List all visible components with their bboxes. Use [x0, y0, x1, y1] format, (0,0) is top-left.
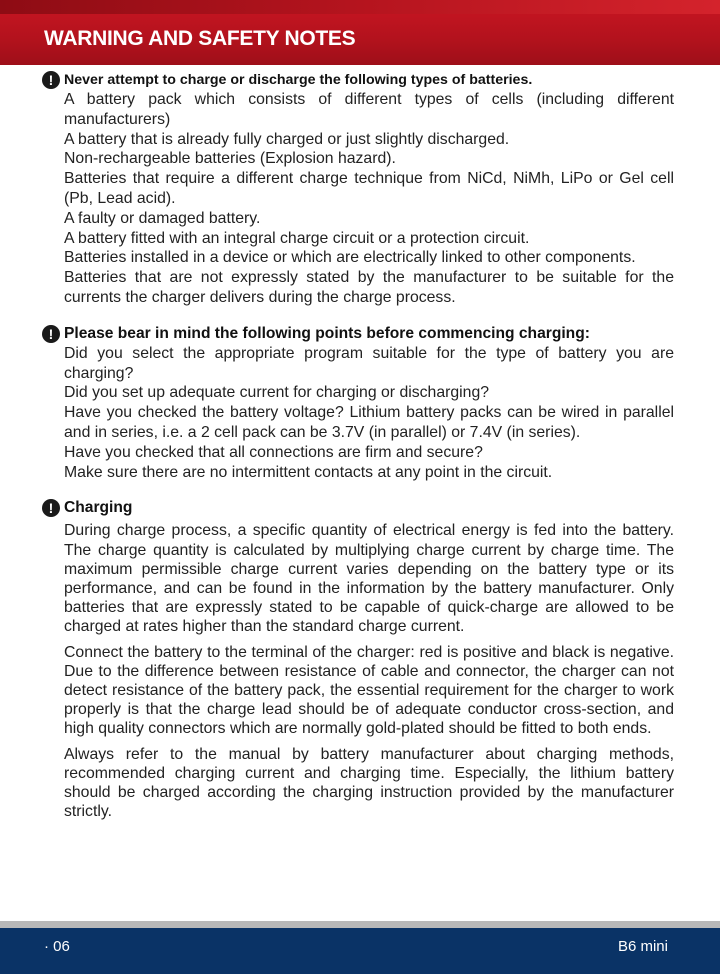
- paragraph: Always refer to the manual by battery manufacturer about charging methods, recommended charging current and charging time. Especially, the lithium battery should be charged according the charging instruction provided by the manufacturer strictly.: [64, 745, 674, 821]
- page-footer: [0, 928, 720, 974]
- section-heading-text: Never attempt to charge or discharge the following types of batteries.: [64, 72, 533, 88]
- list-item: Did you set up adequate current for charging or discharging?: [64, 384, 490, 402]
- footer-divider: [0, 921, 720, 928]
- list-item: Batteries installed in a device or which are electrically linked to other components.: [64, 249, 636, 267]
- list-item: Batteries that are not expressly stated by the manufacturer to be suitable for the currents the charger delivers during the charge process.: [64, 269, 674, 306]
- section-heading: [0, 324, 720, 344]
- list-item: A faulty or damaged battery.: [64, 209, 261, 227]
- list-item: Did you select the appropriate program suitable for the type of battery you are charging?: [64, 344, 674, 382]
- section-heading-text: Charging: [64, 499, 133, 517]
- list-item: Batteries that require a different charge technique from NiCd, NiMh, LiPo or Gel cell (Pb, Lead acid).: [64, 170, 674, 207]
- section-items: [0, 90, 674, 308]
- paragraph: Connect the battery to the terminal of the charger: red is positive and black is negative. Due to the difference between resistance of cable and connector, the charger can not detect resistance of the battery pack, the essential requirement for the charger to work properly is that the charge lead should be of adequate conductor cross-section, and high quality connectors which are normally gold-plated should be fitted to both ends.: [64, 643, 674, 738]
- list-item: Make sure there are no intermittent contacts at any point in the circuit.: [64, 463, 553, 481]
- list-item: A battery fitted with an integral charge circuit or a protection circuit.: [64, 229, 530, 247]
- page-number: · 06: [44, 938, 70, 955]
- section-paragraphs: [0, 521, 674, 821]
- exclamation-circle-icon: !: [42, 499, 60, 517]
- list-item: Have you checked that all connections are firm and secure?: [64, 443, 483, 461]
- exclamation-circle-icon: !: [42, 71, 60, 89]
- section-heading: [0, 498, 720, 518]
- product-name: B6 mini: [617, 938, 668, 955]
- section-never-charge: [0, 70, 720, 308]
- list-item: Non-rechargeable batteries (Explosion hazard).: [64, 150, 396, 168]
- page-header: [0, 0, 720, 65]
- list-item: A battery pack which consists of different types of cells (including different manufacturers): [64, 91, 674, 128]
- page-title: WARNING AND SAFETY NOTES: [44, 27, 356, 50]
- section-heading-text: Please bear in mind the following points before commencing charging:: [64, 324, 590, 342]
- paragraph: During charge process, a specific quantity of electrical energy is fed into the battery. The charge quantity is calculated by multiplying charge current by charge time. The maximum permissible charge current varies depending on the battery type or its performance, and can be found in the information by the battery manufacturer. Only batteries that are expressly stated to be capable of quick-charge are allowed to be charged at rates higher than the standard charge current.: [64, 522, 674, 636]
- section-items: [0, 344, 674, 483]
- list-item: Have you checked the battery voltage? Lithium battery packs can be wired in parallel and in series, i.e. a 2 cell pack can be 3.7V (in parallel) or 7.4V (in series).: [64, 404, 674, 441]
- section-before-charging: [0, 324, 720, 483]
- page-content: [0, 70, 720, 837]
- section-charging: [0, 498, 720, 821]
- exclamation-circle-icon: !: [42, 325, 60, 343]
- list-item: A battery that is already fully charged or just slightly discharged.: [64, 130, 510, 148]
- section-heading: [0, 70, 720, 90]
